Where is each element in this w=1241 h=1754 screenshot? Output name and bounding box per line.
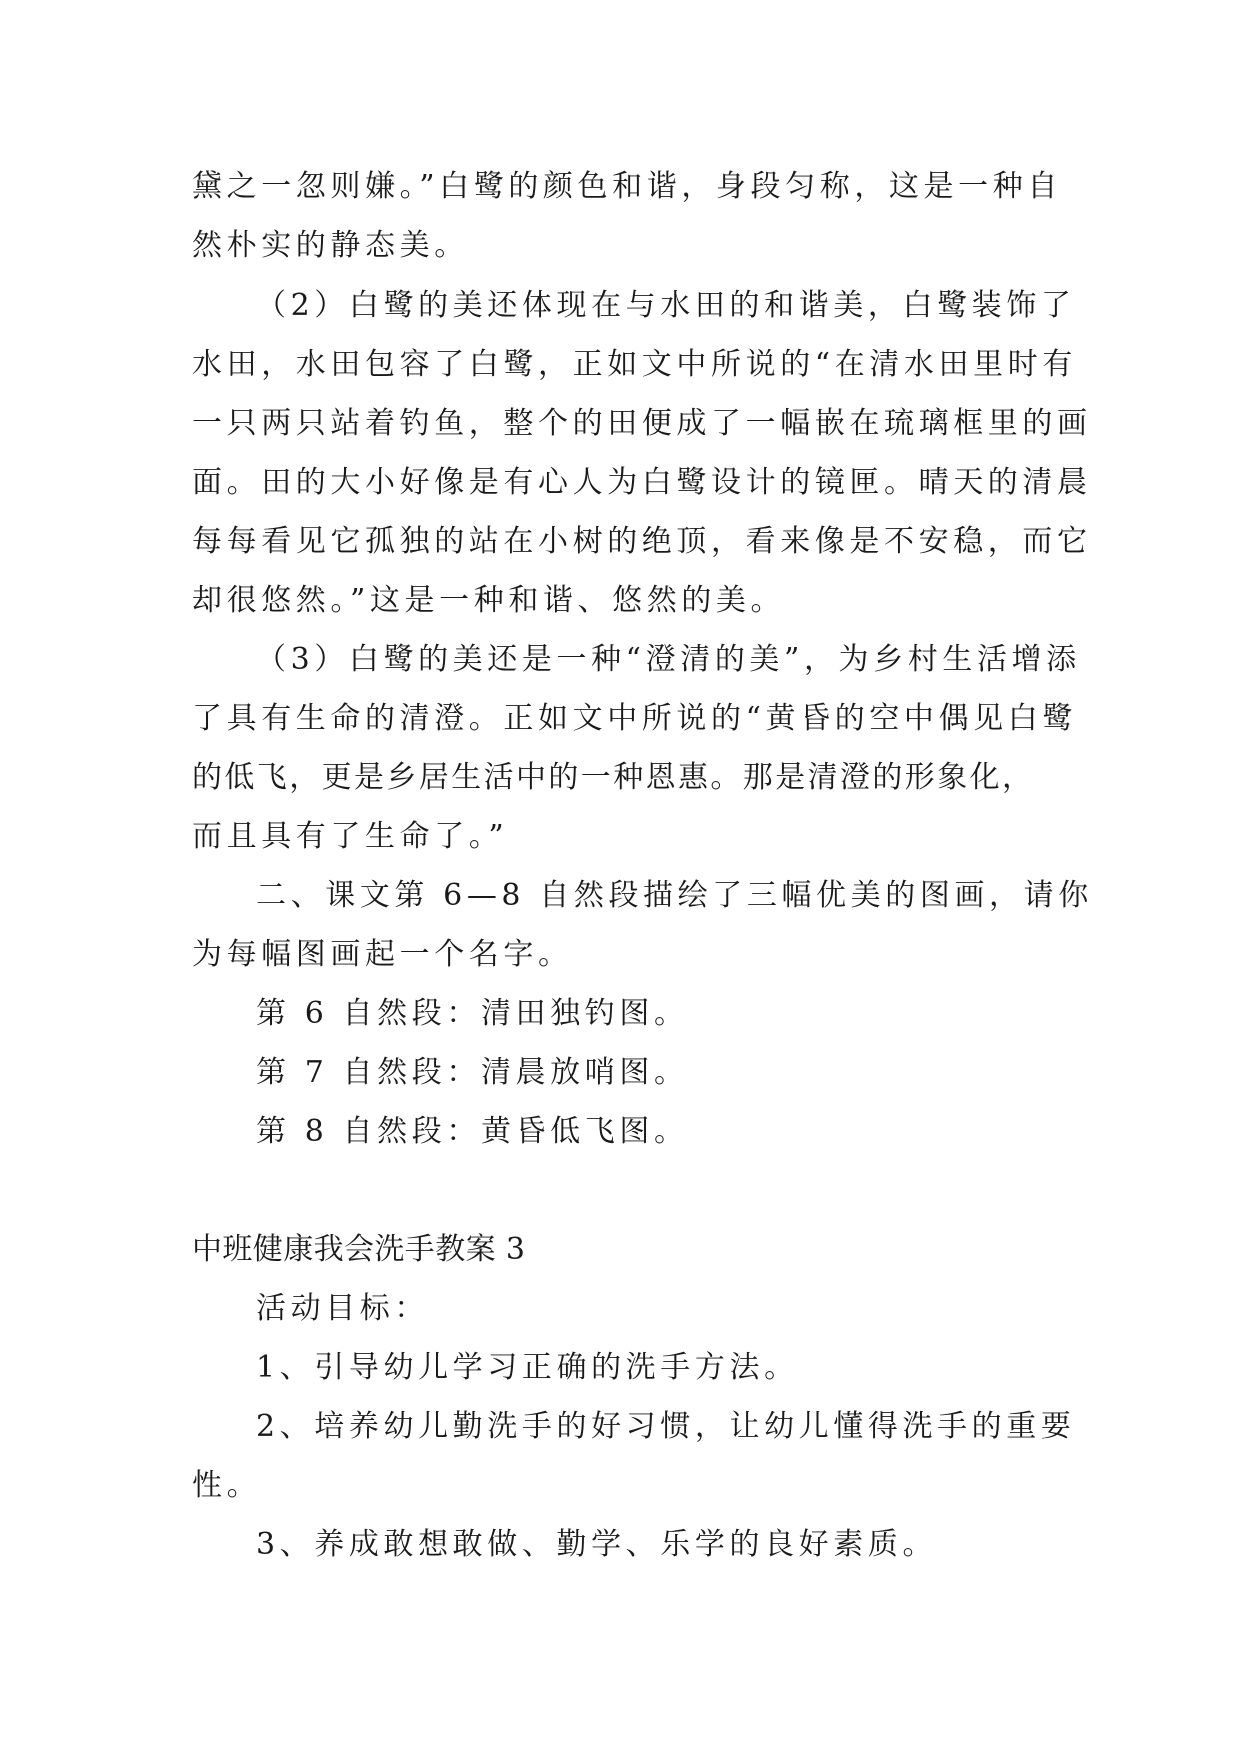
text-line: 然朴实的静态美。 — [192, 228, 469, 263]
text-line: 活动目标： — [256, 1291, 429, 1326]
text-line: 黛之一忽则嫌。”白鹭的颜色和谐，身段匀称，这是一种自 — [192, 169, 1062, 204]
text-line: 第 8 自然段：黄昏低飞图。 — [256, 1114, 689, 1149]
text-line: 二、课文第 6—8 自然段描绘了三幅优美的图画，请你 — [256, 878, 1093, 913]
text-line: 每每看见它孤独的站在小树的绝顶，看来像是不安稳，而它 — [192, 524, 1092, 559]
text-line: 1、引导幼儿学习正确的洗手方法。 — [256, 1350, 799, 1385]
text-line: 了具有生命的清澄。正如文中所说的“黄昏的空中偶见白鹭 — [192, 701, 1077, 736]
text-line: （2）白鹭的美还体现在与水田的和谐美，白鹭装饰了 — [256, 288, 1076, 323]
text-line: 水田，水田包容了白鹭，正如文中所说的“在清水田里时有 — [192, 347, 1077, 382]
text-line: 性。 — [192, 1468, 262, 1503]
text-line: 第 7 自然段：清晨放哨图。 — [256, 1055, 689, 1090]
text-line: 3、养成敢想敢做、勤学、乐学的良好素质。 — [256, 1527, 938, 1562]
text-line: 第 6 自然段：清田独钓图。 — [256, 996, 689, 1031]
text-line: 2、培养幼儿勤洗手的好习惯，让幼儿懂得洗手的重要 — [256, 1409, 1076, 1444]
section-title: 中班健康我会洗手教案 3 — [192, 1232, 526, 1267]
text-line: 为每幅图画起一个名字。 — [192, 937, 573, 972]
text-line: 却很悠然。”这是一种和谐、悠然的美。 — [192, 583, 786, 618]
text-line: 而且具有了生命了。” — [192, 819, 509, 854]
text-line: （3）白鹭的美还是一种“澄清的美”，为乡村生活增添 — [256, 642, 1081, 677]
text-line: 面。田的大小好像是有心人为白鹭设计的镜匣。晴天的清晨 — [192, 465, 1092, 500]
text-line: 一只两只站着钓鱼，整个的田便成了一幅嵌在琉璃框里的画 — [192, 406, 1092, 441]
text-line: 的低飞，更是乡居生活中的一种恩惠。那是清澄的形象化， — [192, 760, 1035, 795]
